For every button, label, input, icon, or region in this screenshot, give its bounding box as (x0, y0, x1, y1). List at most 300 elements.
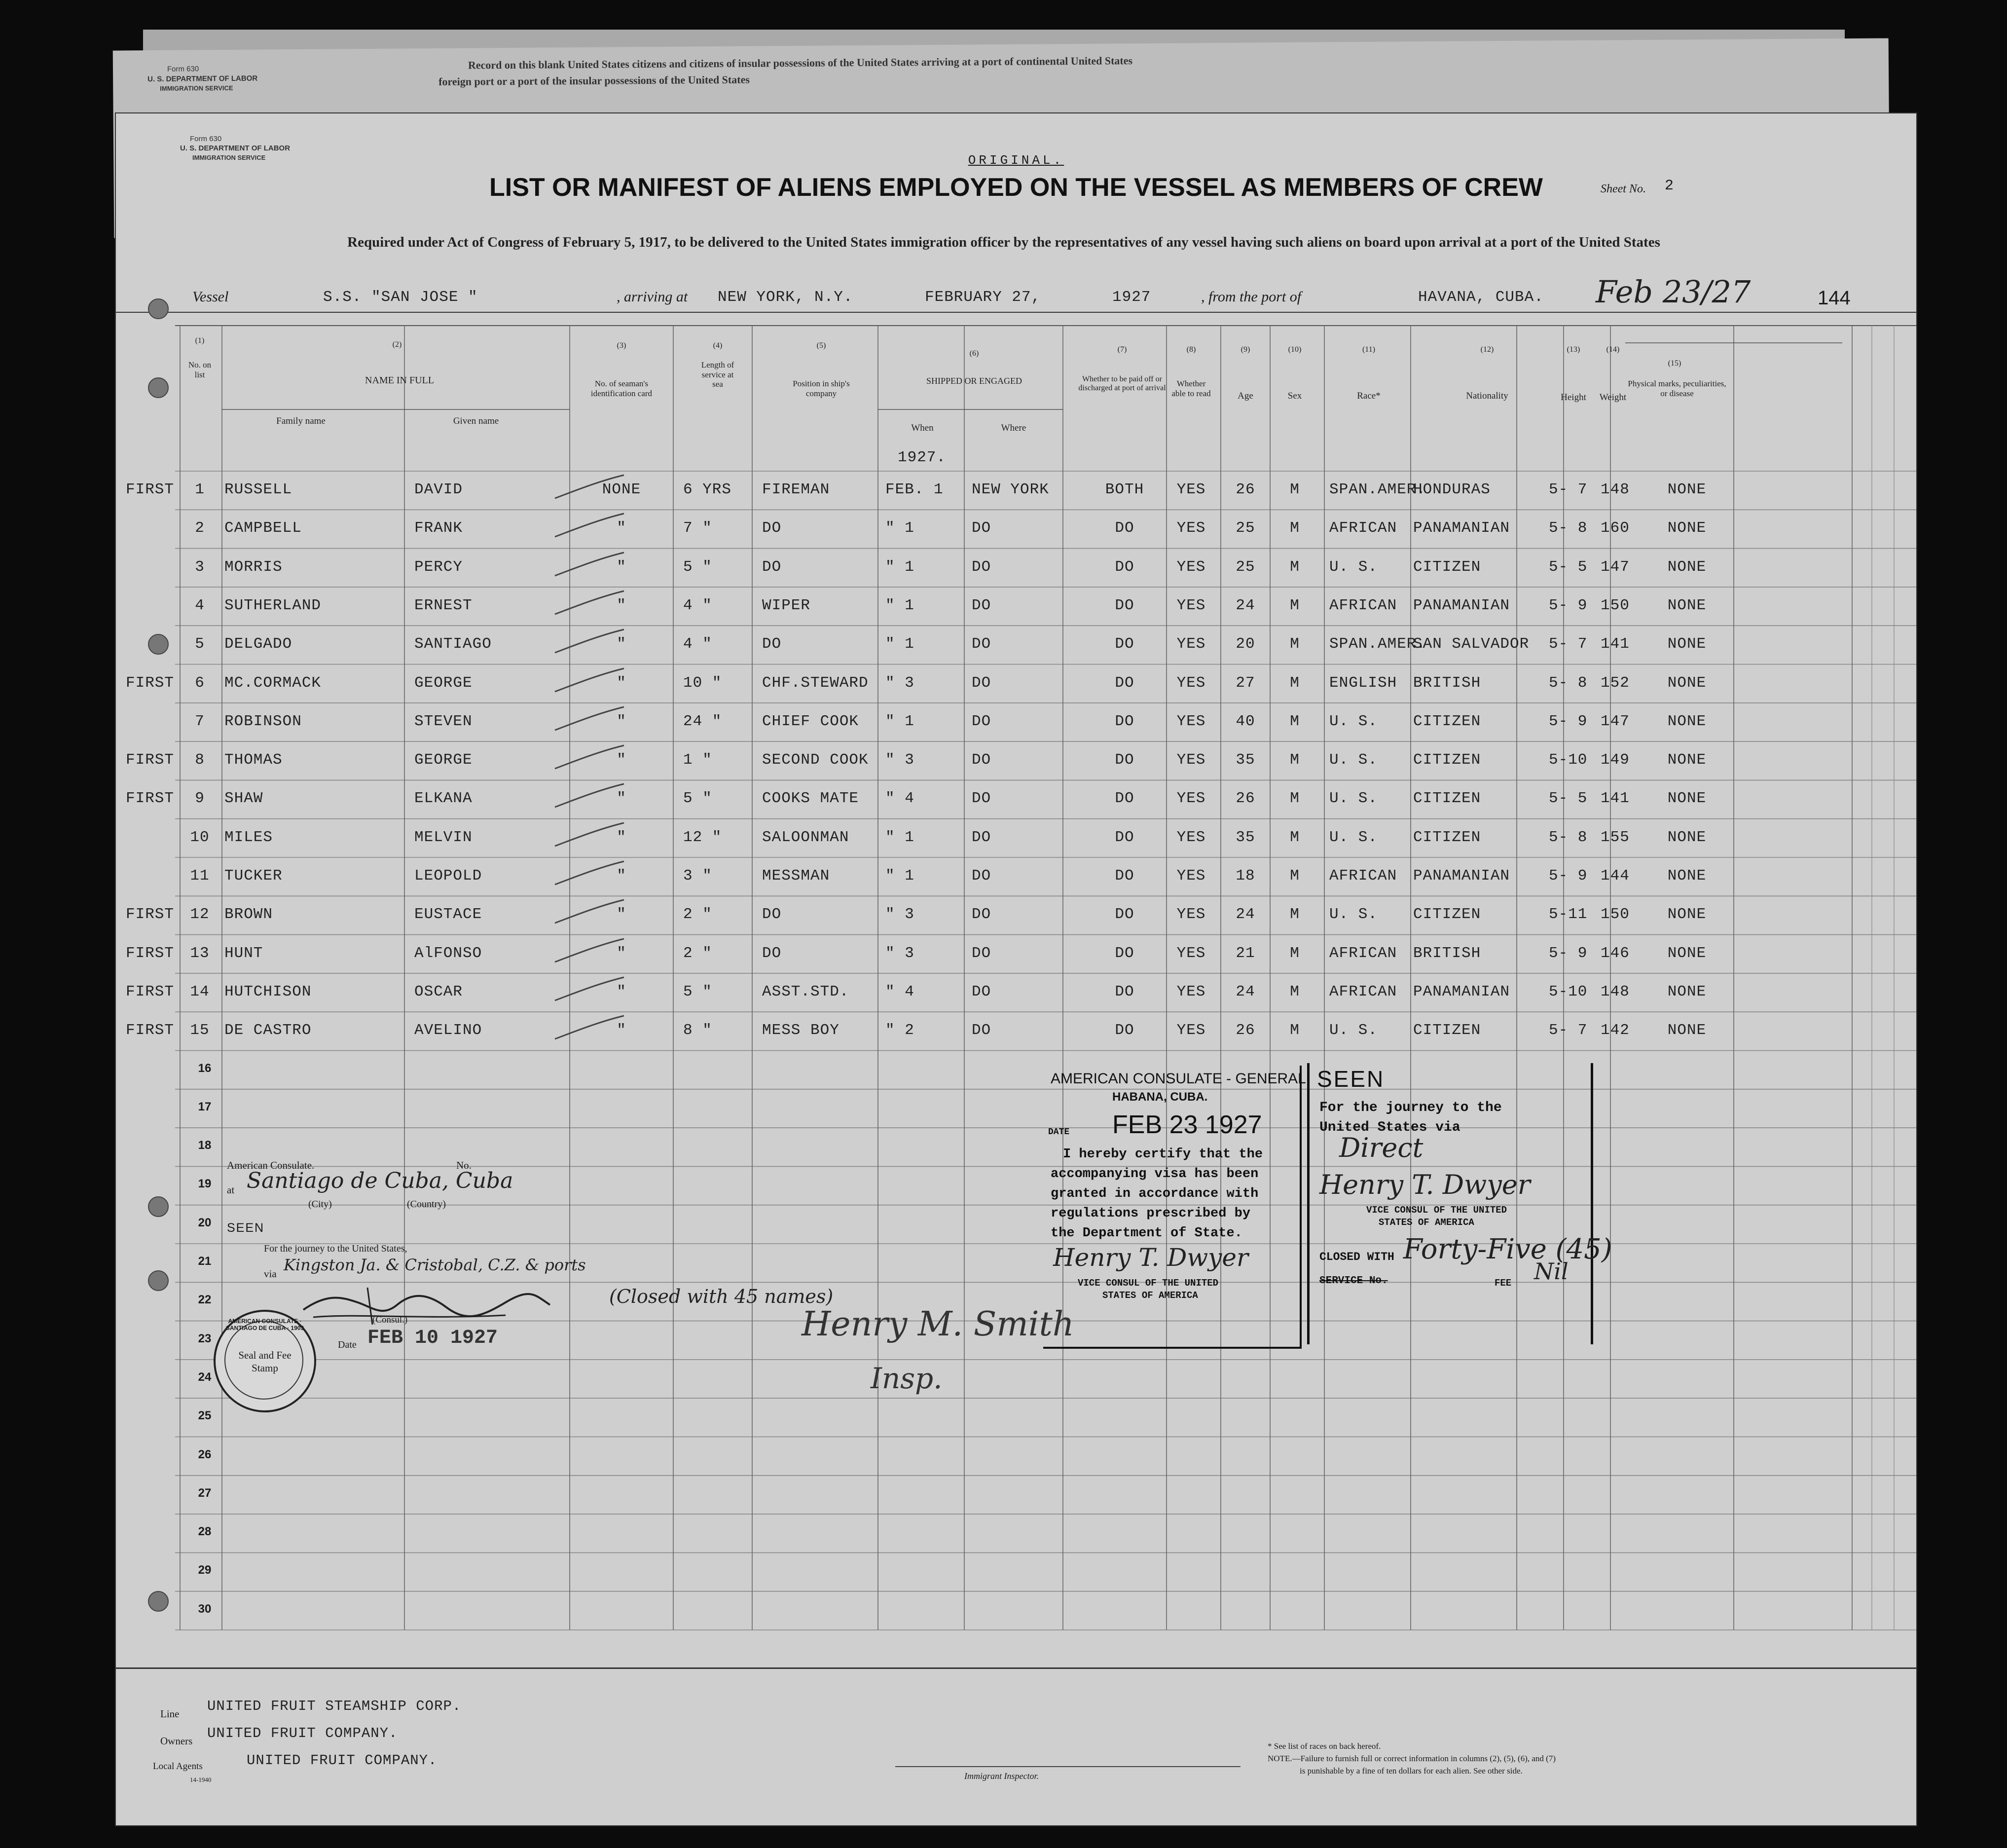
shipped-year: 1927. (898, 449, 947, 466)
consul-date: FEB 10 1927 (367, 1327, 498, 1349)
family-name: MC.CORMACK (224, 674, 322, 692)
shipped-when: " 1 (885, 519, 914, 537)
ship-position: SALOONMAN (762, 828, 849, 846)
physical-marks: NONE (1667, 481, 1707, 498)
arrival-year: 1927 (1112, 289, 1151, 306)
empty-row-number: 27 (198, 1486, 212, 1500)
col15-num: (15) (1668, 359, 1681, 368)
nationality: CITIZEN (1413, 558, 1481, 576)
check-tick-mark (550, 1012, 629, 1046)
arrival-date: FEBRUARY 27, (925, 289, 1041, 306)
row-number: 8 (195, 751, 205, 769)
shipped-when: " 4 (885, 983, 914, 1000)
shipped-when: " 3 (885, 944, 914, 962)
col4-label: Length of service at sea (701, 360, 734, 389)
ship-position: SECOND COOK (762, 751, 869, 769)
race: AFRICAN (1329, 867, 1397, 885)
shipped-when: " 1 (885, 596, 914, 614)
paid-off: DO (1115, 751, 1134, 769)
able-to-read: YES (1176, 944, 1206, 962)
sex: M (1290, 1022, 1300, 1039)
service-length: 3 " (683, 867, 712, 885)
table-row (116, 741, 1916, 780)
departure-port: HAVANA, CUBA. (1418, 289, 1544, 306)
service-length: 6 YRS (683, 481, 732, 498)
shipped-where: DO (972, 828, 991, 846)
havana-stamp-line5: the Department of State. (1051, 1226, 1242, 1241)
height: 5- 9 (1549, 867, 1588, 885)
paid-off: DO (1115, 519, 1134, 537)
able-to-read: YES (1176, 712, 1206, 730)
col12-num: (12) (1480, 345, 1494, 354)
empty-row-number: 21 (198, 1255, 212, 1268)
shipped-where: DO (972, 635, 991, 653)
seen-stamp-service: SERVICE No. (1319, 1275, 1388, 1287)
seaman-card: " (617, 712, 626, 730)
able-to-read: YES (1176, 558, 1206, 576)
race: U. S. (1329, 828, 1378, 846)
col6-where: Where (1001, 423, 1026, 433)
footer-note-2: NOTE.—Failure to furnish full or correct information in columns (2), (5), (6), and (7) (1268, 1754, 1556, 1763)
row-number: 14 (190, 983, 210, 1000)
nationality: HONDURAS (1413, 481, 1491, 498)
table-row (116, 935, 1916, 973)
nationality: PANAMANIAN (1413, 596, 1510, 614)
consulate-via-hand: Kingston Ja. & Cristobal, C.Z. & ports (284, 1256, 586, 1274)
empty-row-number: 25 (198, 1409, 212, 1423)
footer-note-1: * See list of races on back hereof. (1268, 1741, 1381, 1751)
physical-marks: NONE (1667, 519, 1707, 537)
nationality: PANAMANIAN (1413, 867, 1510, 885)
height: 5-10 (1549, 983, 1588, 1000)
vessel-label: Vessel (192, 289, 229, 305)
paid-off: DO (1115, 596, 1134, 614)
col7-num: (7) (1117, 345, 1127, 354)
family-name: DELGADO (224, 635, 292, 653)
weight: 155 (1601, 828, 1630, 846)
physical-marks: NONE (1667, 983, 1707, 1000)
table-row (116, 1012, 1916, 1050)
able-to-read: YES (1176, 983, 1206, 1000)
line-value: UNITED FRUIT STEAMSHIP CORP. (207, 1698, 462, 1714)
given-name: FRANK (414, 519, 463, 537)
height: 5- 7 (1549, 481, 1588, 498)
col8-num: (8) (1186, 345, 1196, 354)
sex: M (1290, 983, 1300, 1000)
form-no: Form 630 (190, 135, 222, 143)
check-tick-mark (550, 703, 629, 738)
agents-value: UNITED FRUIT COMPANY. (247, 1752, 438, 1769)
shipped-when: " 3 (885, 906, 914, 924)
service-length: 5 " (683, 983, 712, 1000)
weight: 148 (1601, 481, 1630, 498)
race: AFRICAN (1329, 519, 1397, 537)
age: 26 (1236, 1022, 1255, 1039)
table-row (116, 973, 1916, 1012)
consulate-no: No. (456, 1159, 472, 1171)
seaman-card: " (617, 596, 626, 614)
havana-stamp-title: AMERICAN CONSULATE - GENERAL. (1051, 1071, 1311, 1087)
nationality: CITIZEN (1413, 828, 1481, 846)
given-name: GEORGE (414, 674, 473, 692)
col5-label: Position in ship's company (793, 379, 850, 398)
seaman-card: " (617, 906, 626, 924)
shipped-where: DO (972, 712, 991, 730)
paid-off: DO (1115, 558, 1134, 576)
shipped-where: DO (972, 751, 991, 769)
physical-marks: NONE (1667, 558, 1707, 576)
col2-num: (2) (392, 340, 402, 349)
col13-label: Height (1561, 392, 1586, 403)
check-tick-mark (550, 896, 629, 930)
height: 5- 9 (1549, 712, 1588, 730)
physical-marks: NONE (1667, 596, 1707, 614)
sex: M (1290, 481, 1300, 498)
col1-num: (1) (195, 336, 205, 345)
havana-stamp-date: FEB 23 1927 (1112, 1110, 1262, 1139)
table-row (116, 896, 1916, 934)
footer-note-3: is punishable by a fine of ten dollars for each alien. See other side. (1300, 1766, 1523, 1775)
empty-row-number: 19 (198, 1177, 212, 1191)
row-number: 13 (190, 944, 210, 962)
shipped-when: " 2 (885, 1022, 914, 1039)
table-row (116, 471, 1916, 510)
pre-label: FIRST (126, 751, 175, 769)
col14-label: Weight (1599, 392, 1627, 403)
age: 20 (1236, 635, 1255, 653)
family-name: BROWN (224, 906, 273, 924)
binder-hole (148, 298, 169, 319)
physical-marks: NONE (1667, 828, 1707, 846)
row-number: 5 (195, 635, 205, 653)
shipped-where: NEW YORK (972, 481, 1049, 498)
empty-row-number: 20 (198, 1216, 212, 1229)
family-name: HUNT (224, 944, 263, 962)
table-row (116, 819, 1916, 857)
seal-ring-text: AMERICAN CONSULATE · SANTIAGO DE CUBA · 1903 (225, 1318, 304, 1331)
shipped-where: DO (972, 906, 991, 924)
back-dept: U. S. DEPARTMENT OF LABOR (147, 74, 258, 84)
nationality: PANAMANIAN (1413, 519, 1510, 537)
sex: M (1290, 906, 1300, 924)
shipped-when: " 1 (885, 635, 914, 653)
nationality: CITIZEN (1413, 712, 1481, 730)
col4-num: (4) (713, 341, 723, 350)
paid-off: DO (1115, 674, 1134, 692)
able-to-read: YES (1176, 906, 1206, 924)
physical-marks: NONE (1667, 867, 1707, 885)
empty-row-number: 16 (198, 1061, 212, 1075)
paid-off: DO (1115, 906, 1134, 924)
shipped-when: FEB. 1 (885, 481, 944, 498)
seen-stamp-vice2: STATES OF AMERICA (1379, 1217, 1474, 1228)
height: 5- 8 (1549, 674, 1588, 692)
service-length: 5 " (683, 790, 712, 808)
family-name: DE CASTRO (224, 1022, 312, 1039)
weight: 160 (1601, 519, 1630, 537)
shipped-when: " 1 (885, 558, 914, 576)
inspector-signature: Henry M. Smith (802, 1305, 1074, 1344)
consul-date-label: Date (338, 1339, 357, 1350)
col2-family: Family name (276, 416, 326, 426)
seaman-card: " (617, 519, 626, 537)
inspector-signature-title: Insp. (871, 1362, 943, 1395)
binder-hole (148, 377, 169, 398)
havana-stamp-line3: granted in accordance with (1051, 1186, 1259, 1201)
weight: 141 (1601, 790, 1630, 808)
ship-position: ASST.STD. (762, 983, 849, 1000)
shipped-when: " 1 (885, 828, 914, 846)
col14-num: (14) (1606, 345, 1620, 354)
weight: 147 (1601, 712, 1630, 730)
family-name: MORRIS (224, 558, 283, 576)
nationality: SAN SALVADOR (1413, 635, 1530, 653)
seaman-card: " (617, 790, 626, 808)
check-tick-mark (550, 471, 629, 506)
service-length: 1 " (683, 751, 712, 769)
physical-marks: NONE (1667, 906, 1707, 924)
closed-with-note: (Closed with 45 names) (609, 1286, 834, 1307)
arrival-port: NEW YORK, N.Y. (718, 289, 853, 306)
nationality: BRITISH (1413, 674, 1481, 692)
able-to-read: YES (1176, 481, 1206, 498)
service-length: 5 " (683, 558, 712, 576)
physical-marks: NONE (1667, 751, 1707, 769)
nationality: PANAMANIAN (1413, 983, 1510, 1000)
col2-given: Given name (453, 416, 499, 426)
given-name: ELKANA (414, 790, 473, 808)
handwritten-date: Feb 23/27 (1596, 274, 1751, 310)
seen-stamp-vice1: VICE CONSUL OF THE UNITED (1366, 1205, 1507, 1216)
havana-stamp-line4: regulations prescribed by (1051, 1206, 1251, 1221)
col10-label: Sex (1287, 391, 1302, 401)
given-name: MELVIN (414, 828, 473, 846)
able-to-read: YES (1176, 790, 1206, 808)
nationality: CITIZEN (1413, 906, 1481, 924)
nationality: BRITISH (1413, 944, 1481, 962)
check-tick-mark (550, 626, 629, 660)
dept-label: U. S. DEPARTMENT OF LABOR (180, 144, 291, 152)
age: 24 (1236, 983, 1255, 1000)
empty-row-number: 24 (198, 1370, 212, 1384)
table-row (116, 780, 1916, 818)
col1-label: No. on list (188, 360, 212, 379)
ship-position: FIREMAN (762, 481, 830, 498)
sex: M (1290, 519, 1300, 537)
row-number: 6 (195, 674, 205, 692)
binder-hole (148, 634, 169, 655)
check-tick-mark (550, 510, 629, 544)
ship-position: DO (762, 944, 782, 962)
family-name: ROBINSON (224, 712, 302, 730)
age: 26 (1236, 790, 1255, 808)
shipped-where: DO (972, 519, 991, 537)
seen-stamp-signature: Henry T. Dwyer (1319, 1169, 1531, 1200)
check-tick-mark (550, 780, 629, 814)
physical-marks: NONE (1667, 635, 1707, 653)
sex: M (1290, 635, 1300, 653)
back-service: IMMIGRATION SERVICE (160, 84, 233, 92)
consulate-country: (Country) (407, 1199, 446, 1210)
paid-off: DO (1115, 635, 1134, 653)
seen-stamp-title: SEEN (1317, 1066, 1385, 1092)
ship-position: COOKS MATE (762, 790, 859, 808)
row-number: 15 (190, 1022, 210, 1039)
havana-stamp-line2: accompanying visa has been (1051, 1167, 1259, 1182)
table-row (116, 857, 1916, 896)
sex: M (1290, 867, 1300, 885)
seen-stamp-via-hand: Direct (1339, 1132, 1423, 1163)
given-name: STEVEN (414, 712, 473, 730)
ship-position: CHF.STEWARD (762, 674, 869, 692)
binder-hole (148, 1196, 169, 1217)
age: 24 (1236, 596, 1255, 614)
empty-row-number: 28 (198, 1525, 212, 1539)
check-tick-mark (550, 819, 629, 853)
family-name: THOMAS (224, 751, 283, 769)
family-name: TUCKER (224, 867, 283, 885)
seaman-card: " (617, 1022, 626, 1039)
ship-position: DO (762, 519, 782, 537)
given-name: AlFONSO (414, 944, 482, 962)
shipped-when: " 3 (885, 674, 914, 692)
sex: M (1290, 674, 1300, 692)
from-label: , from the port of (1201, 289, 1302, 305)
given-name: LEOPOLD (414, 867, 482, 885)
shipped-where: DO (972, 674, 991, 692)
physical-marks: NONE (1667, 944, 1707, 962)
consulate-at: at (227, 1184, 235, 1196)
height: 5- 8 (1549, 828, 1588, 846)
havana-stamp-vice1: VICE CONSUL OF THE UNITED (1078, 1278, 1219, 1289)
sex: M (1290, 558, 1300, 576)
pre-label: FIRST (126, 906, 175, 924)
able-to-read: YES (1176, 596, 1206, 614)
seen-stamp-line2: United States via (1319, 1120, 1460, 1135)
col9-label: Age (1238, 391, 1253, 401)
age: 18 (1236, 867, 1255, 885)
seaman-card: " (617, 751, 626, 769)
sex: M (1290, 944, 1300, 962)
havana-stamp-city: HABANA, CUBA. (1112, 1090, 1208, 1104)
row-number: 11 (190, 867, 210, 885)
check-tick-mark (550, 973, 629, 1008)
table-row (116, 549, 1916, 587)
seaman-card: " (617, 674, 626, 692)
col6-when: When (911, 423, 934, 433)
age: 35 (1236, 828, 1255, 846)
arriving-label: , arriving at (617, 289, 688, 305)
seaman-card: " (617, 944, 626, 962)
paid-off: DO (1115, 983, 1134, 1000)
ship-position: MESS BOY (762, 1022, 839, 1039)
row-number: 2 (195, 519, 205, 537)
paid-off: DO (1115, 712, 1134, 730)
shipped-where: DO (972, 867, 991, 885)
pre-label: FIRST (126, 790, 175, 808)
check-tick-mark (550, 935, 629, 969)
manifest-page (116, 113, 1916, 1825)
consulate-seen: SEEN (227, 1221, 265, 1235)
sheet-label: Sheet No. (1601, 183, 1646, 195)
height: 5- 7 (1549, 635, 1588, 653)
row-number: 1 (195, 481, 205, 498)
row-number: 7 (195, 712, 205, 730)
seen-stamp-closed: CLOSED WITH (1319, 1251, 1394, 1263)
col11-num: (11) (1362, 345, 1376, 354)
col5-num: (5) (816, 341, 826, 350)
age: 21 (1236, 944, 1255, 962)
physical-marks: NONE (1667, 790, 1707, 808)
paid-off: DO (1115, 867, 1134, 885)
race: U. S. (1329, 558, 1378, 576)
owners-value: UNITED FRUIT COMPANY. (207, 1725, 398, 1741)
table-row (116, 703, 1916, 741)
col13-num: (13) (1567, 345, 1580, 354)
inspector-rule (895, 1766, 1241, 1767)
check-tick-mark (550, 857, 629, 892)
havana-stamp-vice2: STATES OF AMERICA (1102, 1290, 1198, 1301)
empty-row-number: 29 (198, 1563, 212, 1577)
service-length: 4 " (683, 635, 712, 653)
service-length: 2 " (683, 944, 712, 962)
height: 5- 5 (1549, 558, 1588, 576)
shipped-where: DO (972, 1022, 991, 1039)
back-form-no: Form 630 (167, 65, 199, 74)
race: U. S. (1329, 1022, 1378, 1039)
given-name: EUSTACE (414, 906, 482, 924)
seal-center-text: Seal and Fee Stamp (238, 1349, 292, 1374)
ship-position: CHIEF COOK (762, 712, 859, 730)
weight: 149 (1601, 751, 1630, 769)
weight: 150 (1601, 596, 1630, 614)
havana-stamp-line1: I hereby certify that the (1063, 1147, 1263, 1162)
check-tick-mark (550, 587, 629, 622)
given-name: OSCAR (414, 983, 463, 1000)
family-name: RUSSELL (224, 481, 292, 498)
service-label: IMMIGRATION SERVICE (192, 154, 266, 161)
col3-num: (3) (617, 341, 626, 350)
row-number: 3 (195, 558, 205, 576)
havana-stamp-signature: Henry T. Dwyer (1053, 1243, 1248, 1272)
empty-row-number: 17 (198, 1100, 212, 1113)
owners-label: Owners (160, 1735, 193, 1747)
seen-stamp-fee-hand: Nil (1534, 1258, 1569, 1285)
paid-off: DO (1115, 944, 1134, 962)
col7-label: Whether to be paid off or discharged at port of arrival (1078, 375, 1166, 393)
ship-position: WIPER (762, 596, 811, 614)
pre-label: FIRST (126, 481, 175, 498)
seaman-card: " (617, 828, 626, 846)
col15-label: Physical marks, peculiarities, or disease (1628, 379, 1726, 398)
shipped-when: " 1 (885, 712, 914, 730)
age: 35 (1236, 751, 1255, 769)
family-name: CAMPBELL (224, 519, 302, 537)
age: 26 (1236, 481, 1255, 498)
ship-position: DO (762, 635, 782, 653)
agents-label: Local Agents (153, 1761, 203, 1772)
nationality: CITIZEN (1413, 790, 1481, 808)
footer-rule (116, 1667, 1916, 1669)
pre-label: FIRST (126, 983, 175, 1000)
able-to-read: YES (1176, 674, 1206, 692)
age: 27 (1236, 674, 1255, 692)
back-text-2: foreign port or a port of the insular possessions of the United States (438, 73, 750, 88)
consulate-city: (City) (308, 1199, 332, 1210)
family-name: MILES (224, 828, 273, 846)
height: 5- 9 (1549, 944, 1588, 962)
vessel-name: S.S. "SAN JOSE " (323, 289, 478, 306)
